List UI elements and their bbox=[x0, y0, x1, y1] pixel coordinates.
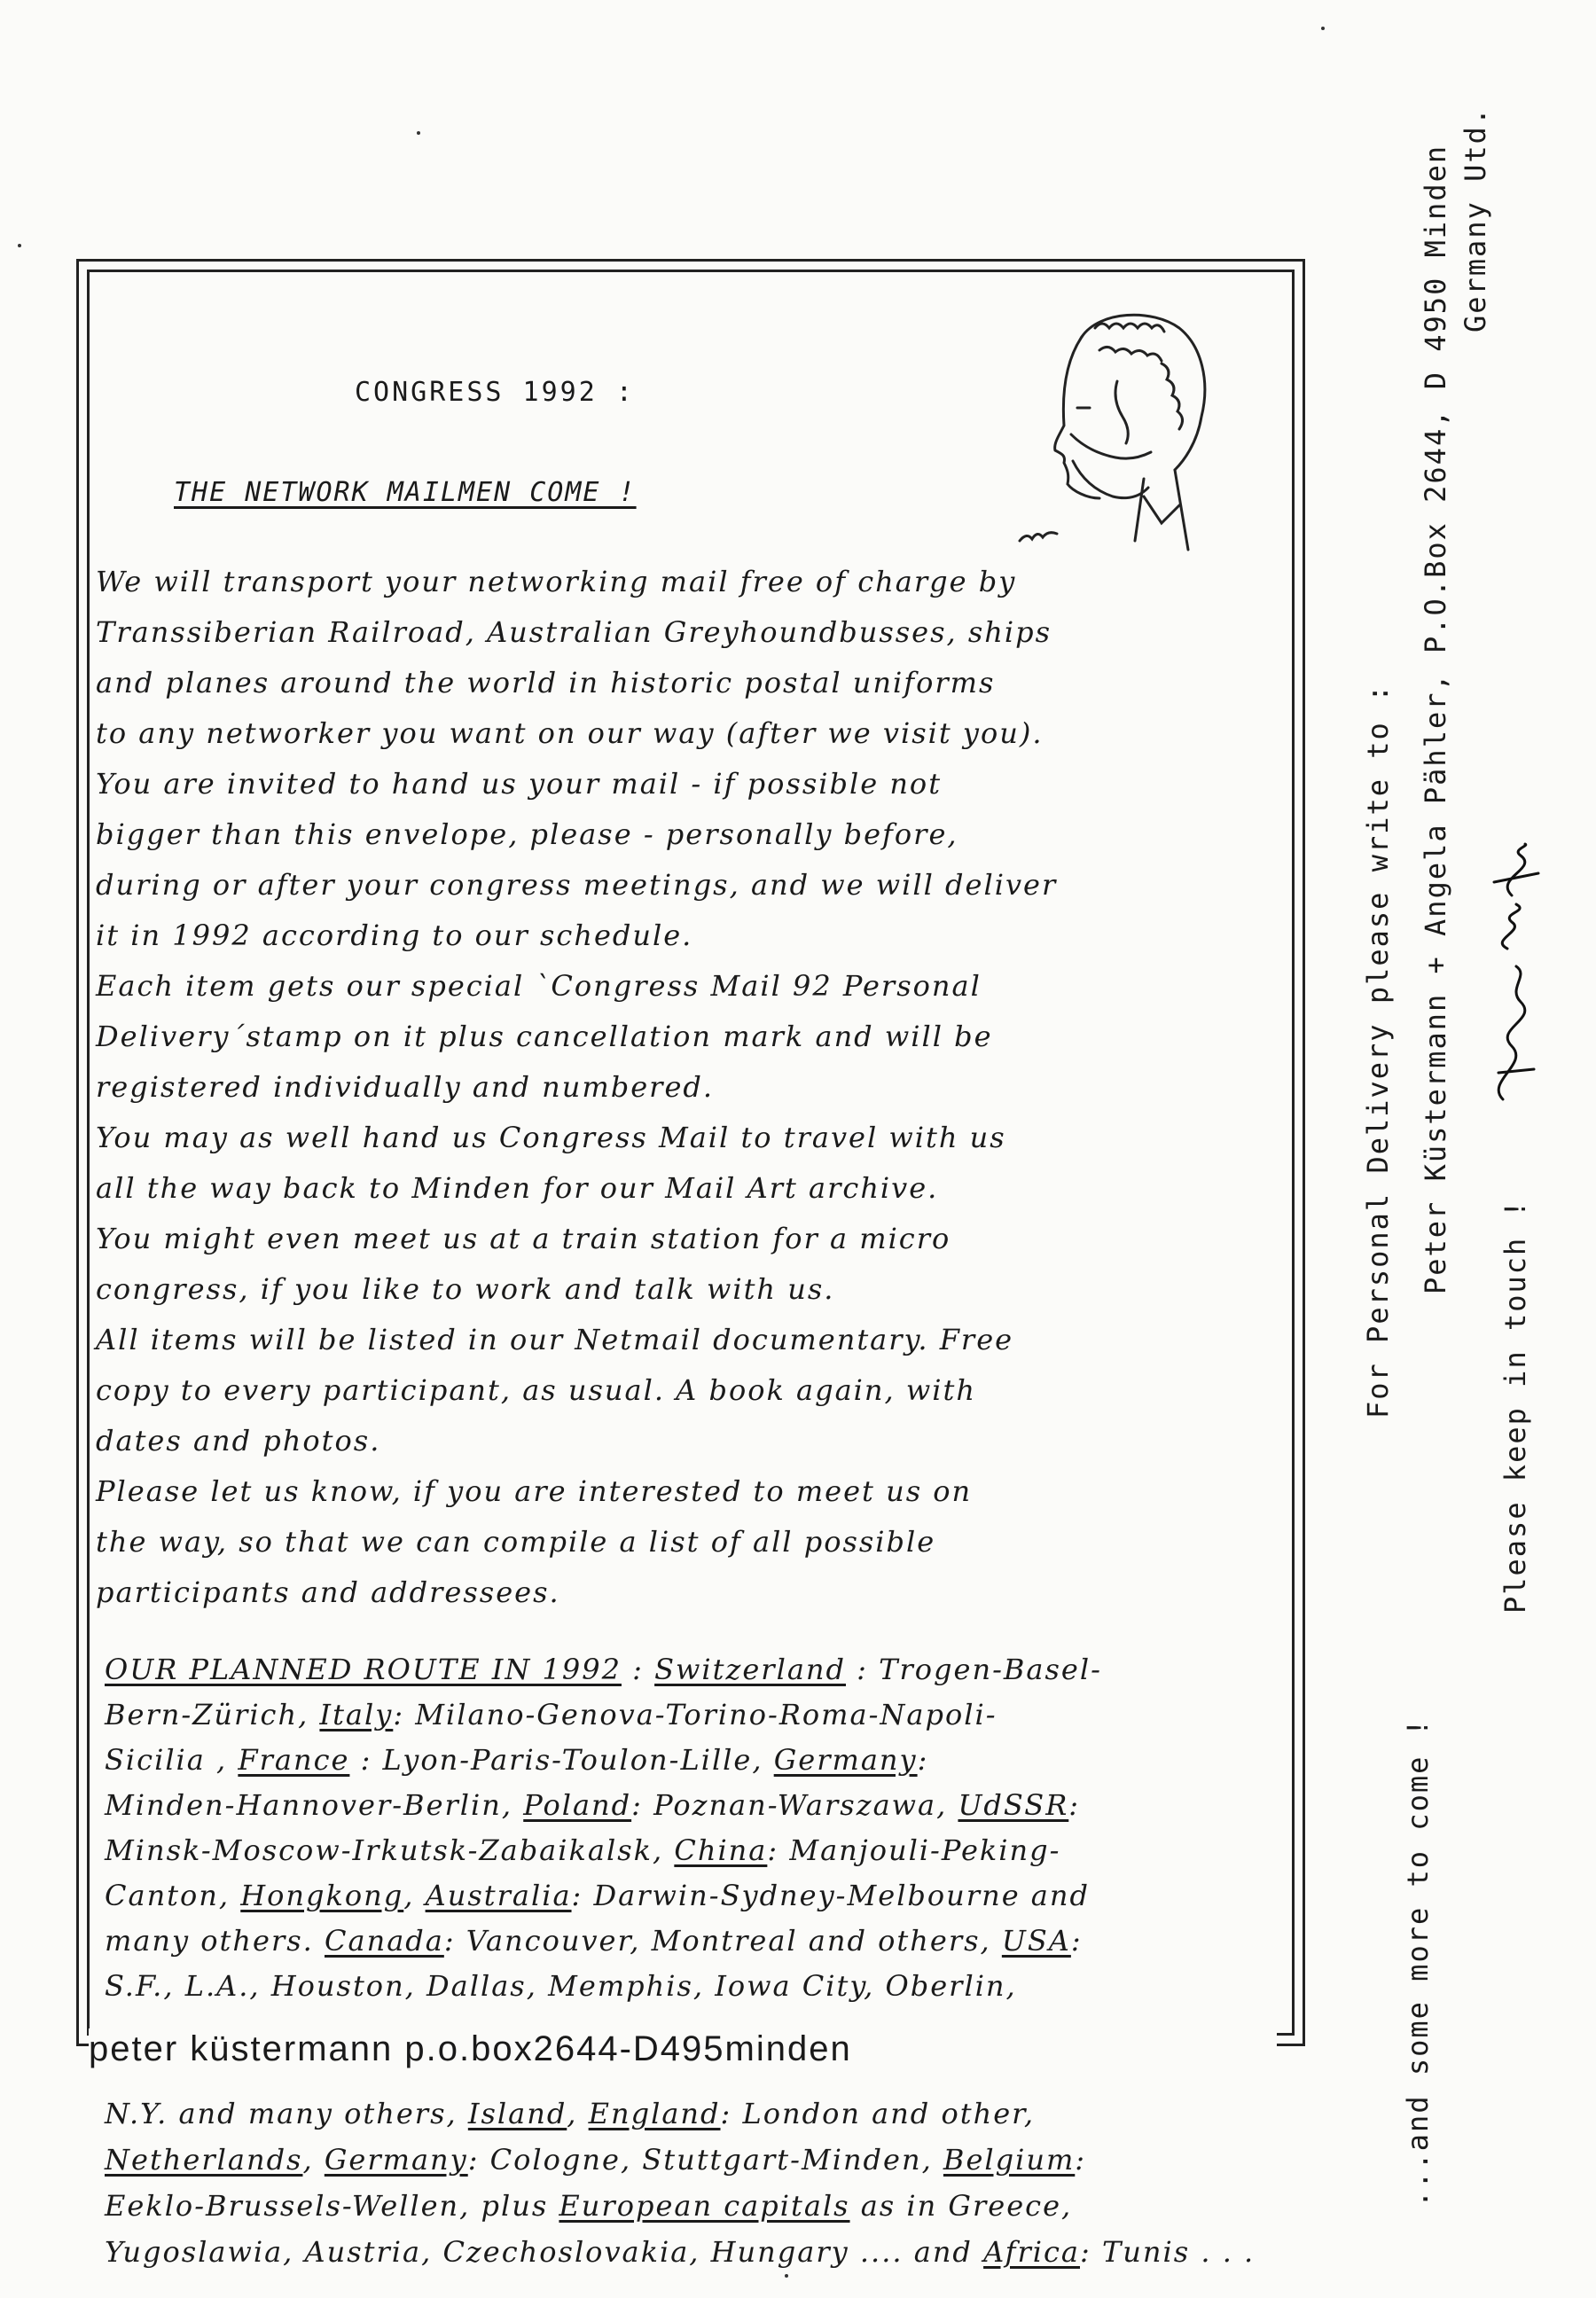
route-text: : London and other, bbox=[720, 2097, 1036, 2130]
body-line: Transsiberian Railroad, Australian Greyhoundbusses, ships bbox=[96, 615, 1052, 649]
route-text: Minsk-Moscow-Irkutsk-Zabaikalsk, bbox=[105, 1833, 675, 1867]
body-line: congress, if you like to work and talk with us. bbox=[96, 1272, 835, 1306]
route-heading: OUR PLANNED ROUTE IN 1992 bbox=[105, 1653, 622, 1686]
country-france: France bbox=[238, 1743, 350, 1777]
body-line: it in 1992 according to our schedule. bbox=[96, 918, 693, 952]
route-line: many others. Canada: Vancouver, Montreal and others, USA: bbox=[105, 1924, 1083, 1958]
route-line: S.F., L.A., Houston, Dallas, Memphis, Iowa City, Oberlin, bbox=[105, 1969, 1017, 2003]
page-title: CONGRESS 1992 : bbox=[355, 377, 635, 408]
route-line: Minden-Hannover-Berlin, Poland: Poznan-Warszawa, UdSSR: bbox=[105, 1788, 1081, 1822]
route-text: : Lyon-Paris-Toulon-Lille, bbox=[349, 1743, 774, 1777]
route-text: as in Greece, bbox=[849, 2189, 1073, 2223]
country-italy: Italy bbox=[319, 1698, 394, 1731]
body-line: bigger than this envelope, please - personally before, bbox=[96, 817, 958, 851]
body-line: during or after your congress meetings, and we will deliver bbox=[96, 868, 1058, 902]
paper-speck bbox=[417, 131, 420, 135]
contact-names: Peter Küstermann + Angela Pähler, P.O.Box 2644, D 4950 Minden bbox=[1419, 144, 1452, 1294]
body-paragraph bbox=[96, 557, 1284, 1618]
more-to-come-note: ...and some more to come ! bbox=[1401, 1717, 1435, 2208]
body-line: You are invited to hand us your mail - if possible not bbox=[96, 767, 943, 801]
route-text: Eeklo-Brussels-Wellen, plus bbox=[105, 2189, 559, 2223]
country-germany-2: Germany bbox=[324, 2143, 468, 2177]
route-line: Canton, Hongkong, Australia: Darwin-Sydney-Melbourne and bbox=[105, 1879, 1090, 1912]
body-line: and planes around the world in historic postal uniforms bbox=[96, 666, 996, 700]
country-udssr: UdSSR bbox=[958, 1788, 1069, 1822]
body-line: all the way back to Minden for our Mail Art archive. bbox=[96, 1171, 939, 1205]
handwritten-signature bbox=[1476, 842, 1565, 1108]
body-line: You might even meet us at a train station for a micro bbox=[96, 1222, 951, 1255]
route-line bbox=[105, 1828, 1293, 1873]
route-text: : Manjouli-Peking- bbox=[767, 1833, 1061, 1867]
route-text: many others. bbox=[105, 1924, 325, 1958]
country-hongkong: Hongkong bbox=[240, 1879, 404, 1912]
body-line: participants and addressees. bbox=[96, 1575, 560, 1609]
body-line: registered individually and numbered. bbox=[96, 1070, 715, 1104]
contact-country: Germany Utd. bbox=[1459, 106, 1492, 332]
route-text: Yugoslawia, Austria, Czechoslovakia, Hungary .... and bbox=[105, 2235, 984, 2269]
route-text: : bbox=[621, 1653, 655, 1686]
route-line: Netherlands, Germany: Cologne, Stuttgart-Minden, Belgium: bbox=[105, 2143, 1087, 2177]
country-switzerland: Switzerland bbox=[654, 1653, 846, 1686]
country-island: Island bbox=[467, 2097, 567, 2130]
country-england: England bbox=[588, 2097, 721, 2130]
route-line: N.Y. and many others, Island, England: London and other, bbox=[105, 2097, 1036, 2130]
body-line: dates and photos. bbox=[96, 1424, 381, 1458]
route-text: : Darwin-Sydney-Melbourne and bbox=[571, 1879, 1090, 1912]
route-text: Sicilia , bbox=[105, 1743, 239, 1777]
body-line: All items will be listed in our Netmail documentary. Free bbox=[96, 1323, 1014, 1356]
route-text: : Cologne, Stuttgart-Minden, bbox=[467, 2143, 943, 2177]
route-text: Bern-Zürich, bbox=[105, 1698, 320, 1731]
route-line bbox=[105, 1647, 1293, 1692]
body-line: We will transport your networking mail free of charge by bbox=[96, 565, 1017, 598]
country-poland: Poland bbox=[523, 1788, 632, 1822]
keep-in-touch-note: Please keep in touch ! bbox=[1498, 1199, 1532, 1614]
route-section bbox=[105, 1647, 1293, 2009]
country-germany: Germany bbox=[773, 1743, 918, 1777]
page-subtitle: THE NETWORK MAILMEN COME ! bbox=[174, 477, 637, 508]
route-line bbox=[105, 1692, 1293, 1738]
paper-speck bbox=[18, 244, 21, 247]
portrait-sketch-icon bbox=[1011, 301, 1232, 559]
body-line: to any networker you want on our way (after we visit you). bbox=[96, 716, 1044, 750]
delivery-note: For Personal Delivery please write to : bbox=[1361, 683, 1395, 1419]
address-stamp: peter küstermann p.o.box2644-D495minden bbox=[89, 2028, 1277, 2069]
route-text: Minden-Hannover-Berlin, bbox=[105, 1788, 524, 1822]
route-line bbox=[105, 2229, 1523, 2275]
route-text: : Poznan-Warszawa, bbox=[631, 1788, 958, 1822]
route-text: : Tunis . . . bbox=[1080, 2235, 1256, 2269]
body-line: copy to every participant, as usual. A book again, with bbox=[96, 1373, 976, 1407]
country-china: China bbox=[674, 1833, 768, 1867]
body-line: Delivery´stamp on it plus cancellation mark and will be bbox=[96, 1020, 993, 1053]
route-text: : Trogen-Basel- bbox=[846, 1653, 1102, 1686]
country-usa: USA bbox=[1001, 1924, 1071, 1958]
body-line: You may as well hand us Congress Mail to travel with us bbox=[96, 1121, 1006, 1154]
route-text: N.Y. and many others, bbox=[105, 2097, 468, 2130]
continent-africa: Africa bbox=[983, 2235, 1080, 2269]
route-text: Canton, bbox=[105, 1879, 241, 1912]
route-continuation bbox=[105, 2091, 1523, 2275]
country-australia: Australia bbox=[425, 1879, 572, 1912]
route-text: : Milano-Genova-Torino-Roma-Napoli- bbox=[393, 1698, 998, 1731]
european-capitals: European capitals bbox=[559, 2189, 850, 2223]
paper-speck bbox=[1321, 27, 1325, 30]
country-canada: Canada bbox=[325, 1924, 444, 1958]
body-line: Each item gets our special `Congress Mail 92 Personal bbox=[96, 969, 982, 1003]
country-belgium: Belgium bbox=[943, 2143, 1076, 2177]
country-netherlands: Netherlands bbox=[105, 2143, 303, 2177]
body-line: the way, so that we can compile a list of all possible bbox=[96, 1525, 936, 1559]
route-text: : Vancouver, Montreal and others, bbox=[443, 1924, 1002, 1958]
route-line: Sicilia , France : Lyon-Paris-Toulon-Lille, Germany: bbox=[105, 1743, 929, 1777]
body-line: Please let us know, if you are interested to meet us on bbox=[96, 1474, 973, 1508]
route-line bbox=[105, 2183, 1523, 2229]
